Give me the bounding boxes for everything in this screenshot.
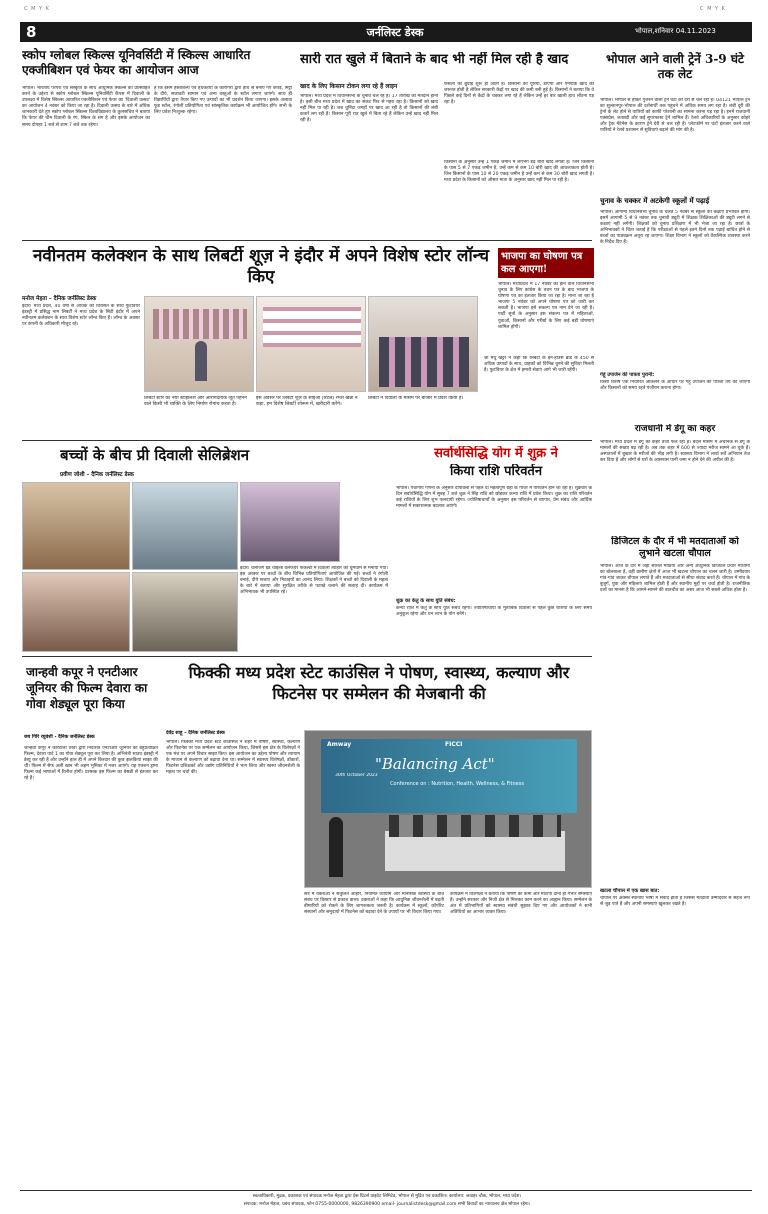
fertilizer-col2: फसलों की बुवाई शुरू हो जाती है। किसानों को यूरिया, डीएपी और एनपीके खाद की जरूरत होती है लेकिन सरकारी केंद्रों पर खाद की कमी बनी हुई है। किसानों ने बताया कि वे पिछले कई दिनों से केंद्रों के चक्कर लगा रहे हैं लेकिन उन्हें हर बार खाली हाथ लौटना पड़ रहा है।	[444, 82, 594, 106]
liberty-col5: श्री मधु खट्टर ने कहा कि लिबर्टी के इन-हाउस ब्रांड के 450 से अधिक उत्पादों के साथ, ग्राहकों को विभिन्न चुनने की सुविधा मिलती है। फुटवियर के क्षेत्र में हमारी सेवाएं आगे भी जारी रहेंगी।	[484, 356, 594, 374]
liberty-headline: नवीनतम कलेक्शन के साथ लिबर्टी शूज़ ने इंदौर में अपने विशेष स्टोर लॉन्च किए	[32, 246, 489, 287]
scope-body-col2: है कि इसमें हस्तशिल्प एवं हथकरघा के कारीगरों द्वारा हाथ से बनाए गए कपड़े, मिट्टी के दीये, सजावटी सामान एवं अन्य वस्तुओं के स्टॉल लगाए जाएंगे। साथ ही विद्यार्थियों द्वारा तैयार किए गए उत्पादों का भी प्रदर्शन किया जाएगा। इसके अलावा फूड स्टॉल, रंगोली प्रतियोगिता एवं सांस्कृतिक कार्यक्रम भी आयोजित होंगे। सभी के लिए प्रवेश निःशुल्क रहेगा।	[154, 86, 292, 116]
liberty-caption-2: इस अवसर पर लिबर्टी शूज़ के सीईओ (रिटेल) रमेश खन्ना ने कहा, हम विशेष लिबर्टी शोरूम में, खरीदारी करेंगे।	[256, 396, 358, 407]
ficci-headline: फिक्की मध्य प्रदेश स्टेट काउंसिल ने पोषण, स्वास्थ्य, कल्याण और फिटनेस पर सम्मेलन की मेजबानी की	[188, 663, 570, 703]
venus-body: भोपाल। पंचांगीय गणना के अनुसार दीपावली से पहले दो महत्वपूर्ण ग्रहों के गोचर में परिवर्तन होने जा रहा है। शुक्रवार के दिन सर्वार्थसिद्धि योग में सुबह 7 बजे शुक्र ने सिंह राशि को छोड़कर कन्या राशि में प्रवेश किया। शुक्र का राशि परिवर्तन कई राशियों के लिए शुभ फलदायी रहेगा। ज्योतिषाचार्यों के अनुसार इस परिवर्तन से व्यापार, प्रेम संबंध और आर्थिक मामलों में सकारात्मक बदलाव आएंगे।	[396, 486, 592, 510]
venus-tail: कन्या राशि में केतु के साथ युति संबंध रहेगा। ज्योतिषाचार्यों के मुताबिक दिवाली से पहले कुछ राशियों के लिए समय अनुकूल रहेगा और धन लाभ के योग बनेंगे।	[396, 606, 592, 618]
banner-subtitle: Conference on : Nutrition, Health, Wellness, & Fitness	[390, 781, 524, 787]
ficci-col3: कार्यक्रम में विशेषज्ञों ने बताया कि पोषण की कमी और मोटापा दोनों ही गंभीर समस्याएं हैं। उन्होंने सरकार और निजी क्षेत्र से मिलकर काम करने का आह्वान किया। सम्मेलन के अंत में प्रतिभागियों को स्वास्थ्य संबंधी सुझाव दिए गए और आयोजकों ने सभी अतिथियों का आभार व्यक्त किया।	[450, 892, 592, 916]
scope-headline: स्कोप ग्लोबल स्किल्स यूनिवर्सिटी में स्किल्स आधारित एक्जीबिशन एवं फेयर का आयोजन आज	[22, 48, 251, 77]
stage-table	[385, 831, 565, 871]
fertilizer-headline-text: सारी रात खुले में बिताने के बाद भी नहीं मिल रही है खाद	[300, 52, 569, 67]
masthead-bar	[20, 22, 752, 42]
cmyk-right: C M Y K	[700, 6, 726, 12]
panelists	[389, 815, 561, 837]
page-number: 8	[26, 23, 37, 41]
bjp-body: भोपाल। मध्यप्रदेश में 17 नवंबर को होने वाले विधानसभा चुनाव के लिए कांग्रेस के वचन पत्र के बाद भाजपा के घोषणा पत्र का इंतजार किया जा रहा है। माना जा रहा है भाजपा 5 नवंबर को अपने घोषणा पत्र को जारी कर सकती है। भाजपा इसे संकल्प पत्र नाम देने जा रही है। पार्टी सूत्रों के अनुसार इस संकल्प पत्र में महिलाओं, युवाओं, किसानों और गरीबों के लिए कई बड़ी घोषणाएं शामिल होंगी।	[498, 282, 594, 330]
fertilizer-subhead: खाद के लिए किसान टोकन लगा रहे हैं लाइन	[300, 83, 398, 90]
cmyk-left: C M Y K	[24, 6, 50, 12]
venus-subhead: शुक्र का केतु के साथ युति संबंध:	[396, 598, 456, 604]
store-shelf	[263, 307, 361, 347]
school-tail: किसी विशेष एक निर्धारित आकलन के आधार पर गेहूं उपार्जन की पात्रता तय की जाएगी और किसानों को समय रहते पंजीयन कराना होगा।	[600, 380, 750, 392]
diwali-photo-1	[22, 482, 130, 570]
venus-headline-1: सर्वार्थसिद्धि योग में शुक्र ने	[434, 446, 558, 461]
diwali-photo-3	[22, 572, 130, 652]
janhvi-body: जान्हवी कपूर ने कोरटाला शिवा द्वारा निर्देशित एनटीआर जूनियर की बहुप्रतीक्षित फिल्म, देवारा पार्ट 1 का गोवा शेड्यूल पूरा कर लिया है। अभिनेत्री साउथ इंडस्ट्री में डेब्यू कर रही हैं और उन्होंने हाल ही में अपने किरदार की कुछ झलकियां साझा की थीं। फिल्म में सैफ अली खान भी अहम भूमिका में नजर आएंगे। यह एक्शन ड्रामा फिल्म कई भाषाओं में रिलीज होगी। प्रशंसक इस फिल्म का बेसब्री से इंतजार कर रहे हैं।	[24, 746, 158, 782]
fertilizer-col1: भोपाल। मध्य प्रदेश में विधानसभा के चुनाव चल रहे हैं। 17 तारीख को मतदान होना है। इसी बीच मध्य प्रदेश में खाद का संकट फिर से गहरा रहा है। किसानों को खाद नहीं मिल पा रही है। जब चुनिंदा जगहों पर खाद आ रही है तो किसानों की लंबी कतारें लग रही हैं। किसान पूरी रात खुले में बिता रहे हैं लेकिन उन्हें खाद नहीं मिल रही है।	[300, 94, 438, 124]
liberty-caption-3: लिबर्टी ने दिवाली के मौसम पर बाजार में प्रवेश किया है।	[368, 396, 464, 401]
ficci-col2: सत्र में वक्ताओं ने संतुलित आहार, नियमित व्यायाम और मानसिक स्वास्थ्य के बीच संबंध पर विस्तार से प्रकाश डाला। वक्ताओं ने कहा कि आधुनिक जीवनशैली में बढ़ती बीमारियों को रोकने के लिए जागरूकता जरूरी है। कार्यक्रम में स्कूलों, कॉर्पोरेट संस्थानों और समुदायों में फिटनेस को बढ़ावा देने के उपायों पर भी विचार किया गया।	[304, 892, 444, 916]
liberty-photo-3	[368, 296, 478, 392]
voters-body: भोपाल। आज के दौर में जहां सोशल मीडिया और अन्य आधुनिक डिजिटल प्रचार माध्यमों का बोलबाला है, वहीं ग्रामीण क्षेत्रों में आज भी खटला चौपाल का चलन जारी है। उम्मीदवार गांव-गांव जाकर चौपाल लगाते हैं और मतदाताओं से सीधा संवाद करते हैं। चौपाल में गांव के बुजुर्ग, युवा और महिलाएं शामिल होती हैं और स्थानीय मुद्दों पर चर्चा होती है। राजनीतिक दलों का मानना है कि आमने-सामने की बातचीत का असर आज भी सबसे अधिक होता है।	[600, 564, 750, 594]
divider	[22, 240, 592, 241]
diwali-photo-4	[132, 572, 238, 652]
liberty-photo-2	[256, 296, 366, 392]
dateline: भोपाल,शनिवार 04.11.2023	[635, 27, 716, 35]
bjp-headline: भाजपा का घोषणा पत्र कल आएगा!	[498, 248, 594, 278]
amway-logo: Amway	[327, 741, 352, 748]
school-subhead: गेहूं उपार्जन की पात्रता पुरानी:	[600, 372, 655, 378]
liberty-caption-1: लिबर्टी स्टोर का नया स्टाइलिश और आरामदायक जूते पहनने वाले किसी भी व्यक्ति के लिए निर्माण रोमांच करता है।	[144, 396, 247, 407]
banner-date: 30th October 2023	[335, 773, 378, 778]
ficci-byline: देवेंद्र साहू – दैनिक जर्नलिस्ट डेस्क	[166, 731, 225, 736]
banner-title: "Balancing Act"	[375, 755, 495, 773]
divider	[22, 656, 592, 657]
dengue-body: भोपाल। मध्य प्रदेश में डेंगू का कहर तेजी फैल रहा है। बदले मौसम में अचानक से डेंगू के मामलों की संख्या बढ़ रही है। अब तक शहर में 600 से ज्यादा मरीज सामने आ चुके हैं। अस्पतालों में बुखार के मरीजों की भीड़ लगी है। स्वास्थ्य विभाग ने लार्वा सर्वे अभियान तेज कर दिया है और लोगों से घरों के आसपास पानी जमा न होने देने की अपील की है।	[600, 440, 750, 464]
voters-headline: डिजिटल के दौर में भी मतदाताओं को लुभाने खटला चौपाल	[611, 536, 739, 559]
person-figure	[195, 341, 207, 381]
diwali-headline: बच्चों के बीच प्री दिवाली सेलिब्रेशन	[60, 446, 250, 464]
trains-headline: भोपाल आने वाली ट्रेनें 3-9 घंटे तक लेट	[606, 52, 744, 81]
fertilizer-headline	[300, 52, 600, 68]
venus-headline-2: किया राशि परिवर्तन	[449, 464, 543, 479]
voters-tail: चौपाल पर अक्सर स्थानीय भाषा में संवाद होता है जिससे मतदाता उम्मीदवार से सहज रूप से जुड़ पाते हैं और अपनी समस्याएं खुलकर रखते हैं।	[600, 896, 750, 908]
footer-rule	[20, 1190, 752, 1191]
speaker-figure	[329, 817, 343, 877]
janhvi-headline: जान्हवी कपूर ने एनटीआर जूनियर की फिल्म देवारा का गोवा शेड्यूल पूरा किया	[26, 665, 148, 711]
section-title: जर्नलिस्ट डेस्क	[366, 26, 424, 39]
shoe-rack	[153, 309, 247, 339]
voters-subhead: खटला चौपाल में एक खास बात:	[600, 888, 660, 894]
trains-body: भोपाल। भोपाल से होकर गुजरने वाली ट्रेनें घंटों की देरी से चल रही हैं। 04121 भोपाल ट्रेन का सुल्तानपुर-भोपाल की दर्शनार्थी तक पहुंचने में अधिक समय लग रहा है। लंबी दूरी की ट्रेनों के लेट होने से यात्रियों को काफी परेशानी का सामना करना पड़ रहा है। इनमें राजधानी एक्सप्रेस, शताब्दी और कई सुपरफास्ट ट्रेनें शामिल हैं। रेलवे अधिकारियों के अनुसार कोहरे और ट्रैक मेंटेनेंस के कारण ट्रेनें देरी से चल रही हैं। प्लेटफॉर्म पर घंटों इंतजार करने वाले यात्रियों ने रेलवे प्रशासन से सुविधाएं बढ़ाने की मांग की है।	[600, 98, 750, 134]
ficci-photo	[304, 730, 592, 888]
school-headline: चुनाव के चक्कर में अटकेगी स्कूलों में पढ़ाई	[600, 196, 710, 205]
scope-body-col1: भोपाल। भारतीय परंपरा एवं संस्कृति के साथ आधुनिक स्किल्स को प्रोत्साहित करने के उद्देश्य से स्कोप ग्लोबल स्किल्स यूनिवर्सिटी कैंपस में दिवाली के उपलक्ष्य में विशेष स्किल्स आधारित एक्जीबिशन एवं फेयर का 'दिवाली उत्सव' का आयोजन 4 नवंबर को किया जा रहा है। दिवाली उत्सव के बारे में अधिक जानकारी देते हुए स्कोप ग्लोबल स्किल्स विश्वविद्यालय के कुलसचिव ने बताया कि फेयर की थीम दिवाली के रंग, स्किल के संग है और इसके आयोजन का समय दोपहर 1 बजे से शाम 7 बजे तक रहेगा।	[22, 86, 150, 128]
footer-line-2: संपादक: मनोज मेहता, प्रबंध संपादक, फोन 0755-0000000, 9826390900 email- journalistdesk@gmail.com सभी विवादों का न्यायालय क्षेत्र भोपाल रहेगा।	[243, 1202, 531, 1207]
ficci-col1: भोपाल। फिक्की मध्य प्रदेश स्टेट काउंसिल ने शहर में पोषण, स्वास्थ्य, कल्याण और फिटनेस पर एक सम्मेलन का आयोजन किया, जिसमें इस क्षेत्र के विशेषज्ञों ने एक मंच पर अपने विचार साझा किए। इस आयोजन का उद्देश्य पोषण और व्यायाम के माध्यम से कल्याण को बढ़ावा देना था। सम्मेलन में स्वास्थ्य विशेषज्ञों, डॉक्टरों, फिटनेस प्रशिक्षकों और उद्योग प्रतिनिधियों ने भाग लिया और स्वस्थ जीवनशैली के महत्व पर चर्चा की।	[166, 740, 300, 776]
janhvi-byline: जय गिरि रघुवंशी - दैनिक जर्नलिस्ट डेस्क	[24, 735, 95, 740]
liberty-byline: मनोज मेहता – दैनिक जर्नलिस्ट डेस्क	[22, 296, 97, 302]
diwali-body: इंदौर। चैलेंजिंग इंड चाइल्ड वेलफेयर फैकल्टी में दिवाली त्योहार को धूमधाम से मनाया गया। इस अवसर पर बच्चों के बीच विभिन्न प्रतियोगिताएं आयोजित की गईं। बच्चों ने रंगोली बनाई, दीये सजाए और मिठाइयों का आनंद लिया। शिक्षकों ने बच्चों को दिवाली के महत्व के बारे में बताया और सुरक्षित तरीके से पटाखे चलाने की सलाह दी। कार्यक्रम में अभिभावक भी उपस्थित रहे।	[240, 566, 388, 596]
divider	[22, 440, 592, 441]
ficci-logo: FICCI	[445, 741, 463, 748]
diwali-photo-2	[132, 482, 238, 570]
fertilizer-col3: किसानों के अनुसार उन्हें 1 एकड़ जमीन में लगभग डेढ़ बोरी खाद लगती है। जिन किसानों के पास 5 से 7 एकड़ जमीन है, उन्हें कम से कम 10 बोरी खाद की आवश्यकता होती है। जिन किसानों के पास 10 से 20 एकड़ जमीन है उन्हें कम से कम 30 बोरी खाद लगती है। मध्य प्रदेश के किसानों को औसत मात्रा के अनुसार खाद नहीं मिल पा रही है।	[444, 160, 594, 184]
school-body: भोपाल। आगामी विधानसभा चुनाव के चलते 5 नवंबर से स्कूलों की कक्षाएं प्रभावित होंगी। इसमें आगामी 5 से 9 नवंबर तक चुनावी ड्यूटी में शिक्षक शिक्षिकाओं की ड्यूटी लगने से कक्षाएं नहीं लगेंगी। शिक्षकों को चुनाव प्रशिक्षण में भी भेजा जा रहा है। छात्रों के अभिभावकों ने चिंता जताई है कि परीक्षाओं से पहले इतने दिनों तक पढ़ाई बाधित होने से बच्चों का पाठ्यक्रम अधूरा रह जाएगा। शिक्षा विभाग ने स्कूलों को वैकल्पिक व्यवस्था करने के निर्देश दिए हैं।	[600, 210, 750, 246]
group-figures	[379, 337, 469, 387]
diwali-photo-5	[240, 482, 340, 562]
footer-line-1: स्वत्वाधिकारी, मुद्रक, प्रकाशक एवं संपादक मनोज मेहता द्वारा प्रेस प्रिंटर्स प्राइवेट लिमिटेड, भोपाल से मुद्रित एवं प्रकाशित। कार्यालय: जवाहर चौक, भोपाल, मध्य प्रदेश।	[252, 1194, 522, 1199]
liberty-photo-1	[144, 296, 254, 392]
liberty-col1: इंदौर। मध्य प्रदेश, 40 वर्षों से अधिक की विरासत के साथ फुटवियर इंडस्ट्री में प्रसिद्ध नाम लिबर्टी ने मध्य प्रदेश के सिटी इंदौर में अपने नवीनतम कलेक्शन के साथ विशेष स्टोर लॉन्च किए हैं। लॉन्च के अवसर पर कंपनी के अधिकारी मौजूद रहे।	[22, 304, 140, 328]
dengue-headline: राजधानी में डेंगू का कहर	[634, 424, 716, 434]
diwali-byline: प्रवीण जोशी – दैनिक जर्नलिस्ट डेस्क	[60, 472, 134, 478]
